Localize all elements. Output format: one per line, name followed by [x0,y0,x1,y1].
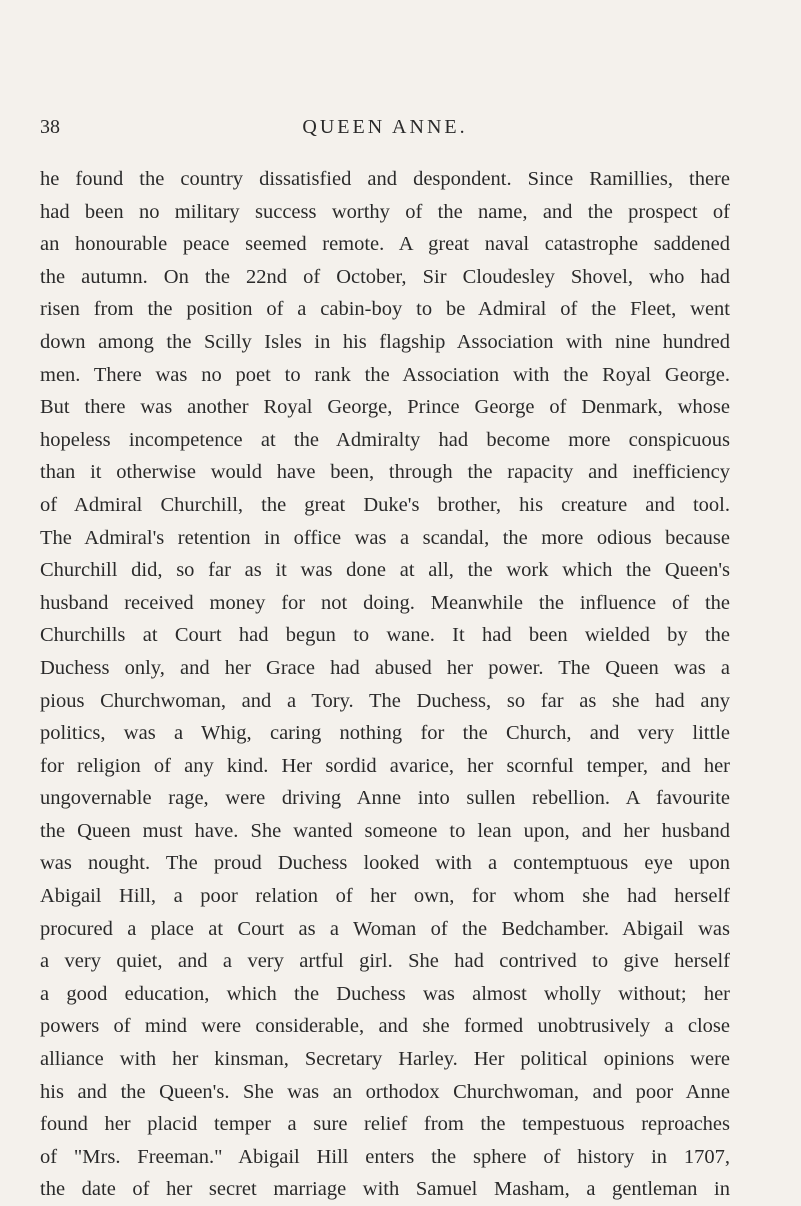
running-title: QUEEN ANNE. [302,116,468,138]
text-line: pious Churchwoman, and a Tory. The Duchess, so far as she had any [40,689,730,712]
text-line: The Admiral's retention in office was a scandal, the more odious because [40,526,730,549]
text-line: a good education, which the Duchess was almost wholly without; her [40,982,730,1005]
page-header [40,116,730,146]
text-line: ungovernable rage, were driving Anne into sullen rebellion. A favourite [40,787,730,810]
text-line: the date of her secret marriage with Samuel Masham, a gentleman in [40,1178,730,1201]
text-line: Abigail Hill, a poor relation of her own, for whom she had herself [40,885,730,908]
text-line: But there was another Royal George, Prince George of Denmark, whose [40,396,730,419]
text-line: an honourable peace seemed remote. A great naval catastrophe saddened [40,233,730,256]
text-line: a very quiet, and a very artful girl. She had contrived to give herself [40,950,730,973]
text-line: found her placid temper a sure relief from the tempestuous reproaches [40,1113,730,1136]
text-line: alliance with her kinsman, Secretary Harley. Her political opinions were [40,1048,730,1071]
text-line: had been no military success worthy of the name, and the prospect of [40,200,730,223]
text-line: for religion of any kind. Her sordid avarice, her scornful temper, and her [40,754,730,777]
text-line: down among the Scilly Isles in his flagship Association with nine hundred [40,330,730,353]
body-text [40,163,730,1206]
text-line: was nought. The proud Duchess looked with a contemptuous eye upon [40,852,730,875]
text-line: hopeless incompetence at the Admiralty had become more conspicuous [40,428,730,451]
text-line: than it otherwise would have been, through the rapacity and inefficiency [40,461,730,484]
text-line: husband received money for not doing. Meanwhile the influence of the [40,591,730,614]
page-number: 38 [40,116,60,138]
text-line: risen from the position of a cabin-boy to be Admiral of the Fleet, went [40,298,730,321]
text-line: politics, was a Whig, caring nothing for the Church, and very little [40,722,730,745]
text-line: procured a place at Court as a Woman of the Bedchamber. Abigail was [40,917,730,940]
text-line: his and the Queen's. She was an orthodox Churchwoman, and poor Anne [40,1080,730,1103]
text-line: of "Mrs. Freeman." Abigail Hill enters the sphere of history in 1707, [40,1145,730,1168]
text-line: men. There was no poet to rank the Association with the Royal George. [40,363,730,386]
text-line: Churchill did, so far as it was done at all, the work which the Queen's [40,559,730,582]
text-line: the autumn. On the 22nd of October, Sir Cloudesley Shovel, who had [40,265,730,288]
text-line: of Admiral Churchill, the great Duke's brother, his creature and tool. [40,493,730,516]
text-line: Churchills at Court had begun to wane. It had been wielded by the [40,624,730,647]
text-line: powers of mind were considerable, and she formed unobtrusively a close [40,1015,730,1038]
text-line: the Queen must have. She wanted someone to lean upon, and her husband [40,819,730,842]
text-line: he found the country dissatisfied and despondent. Since Ramillies, there [40,168,730,190]
text-line: Duchess only, and her Grace had abused her power. The Queen was a [40,656,730,679]
